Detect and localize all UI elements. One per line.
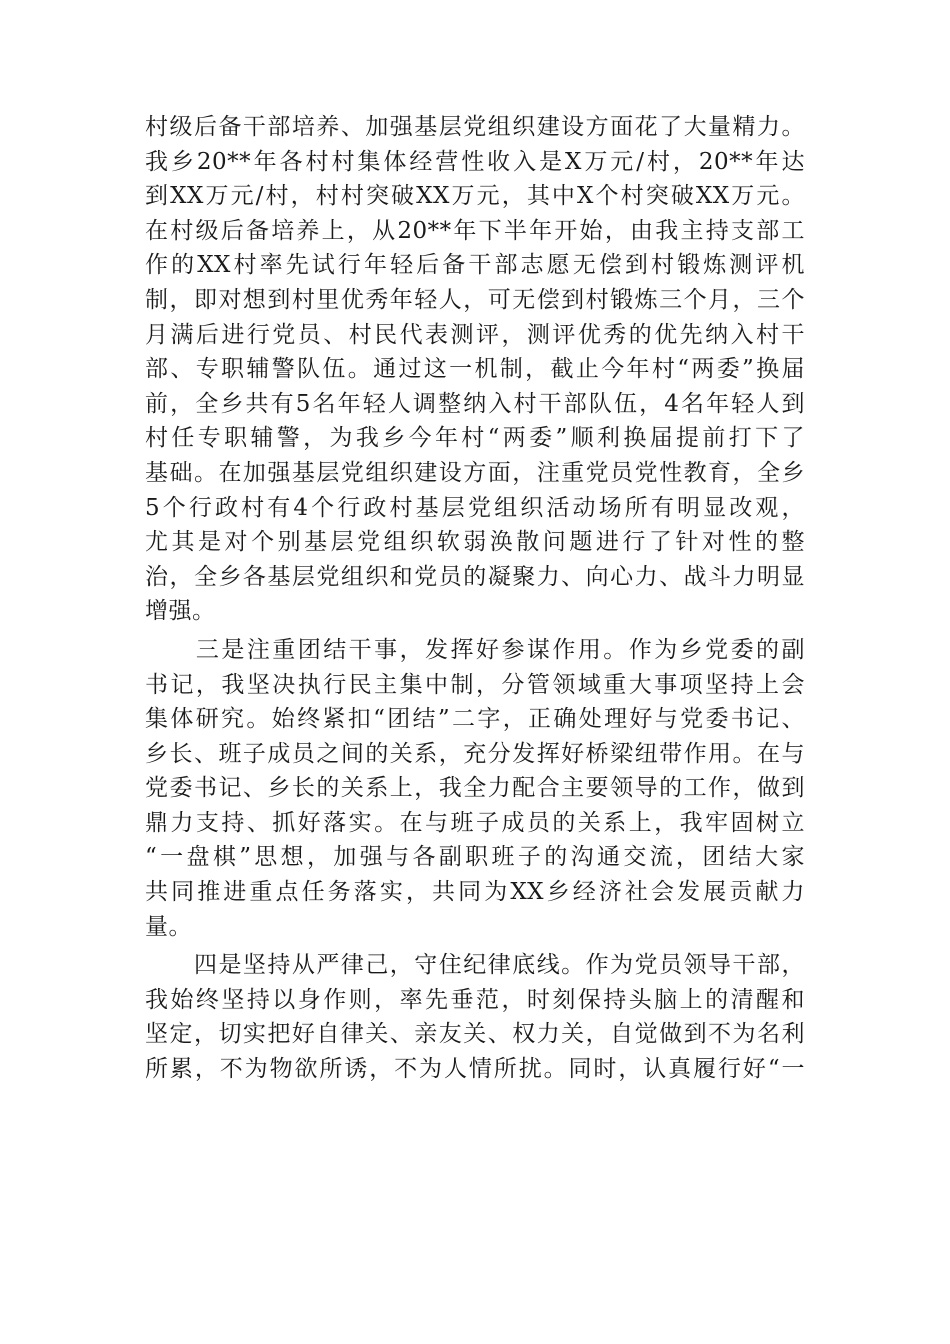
text-line: 书记，我坚决执行民主集中制，分管领域重大事项坚持上会 — [145, 671, 805, 698]
text-line: 在村级后备培养上，从20**年下半年开始，由我主持支部工 — [145, 217, 805, 244]
paragraph-1 — [145, 110, 805, 629]
paragraph-3 — [145, 948, 805, 1086]
text-line: 部、专职辅警队伍。通过这一机制，截止今年村“两委”换届 — [145, 356, 805, 383]
text-line: 鼎力支持、抓好落实。在与班子成员的关系上，我牢固树立 — [145, 809, 805, 836]
text-line: 5个行政村有4个行政村基层党组织活动场所有明显改观， — [145, 494, 805, 521]
text-line: 到XX万元/村，村村突破XX万元，其中X个村突破XX万元。 — [145, 183, 805, 210]
text-line: “一盘棋”思想，加强与各副职班子的沟通交流，团结大家 — [145, 844, 805, 871]
document-body — [145, 110, 805, 1087]
text-line: 乡长、班子成员之间的关系，充分发挥好桥梁纽带作用。在与 — [145, 740, 805, 767]
text-line: 基础。在加强基层党组织建设方面，注重党员党性教育，全乡 — [145, 459, 805, 486]
text-line: 前，全乡共有5名年轻人调整纳入村干部队伍，4名年轻人到 — [145, 390, 805, 417]
text-line: 村级后备干部培养、加强基层党组织建设方面花了大量精力。 — [145, 114, 805, 140]
text-line: 制，即对想到村里优秀年轻人，可无偿到村锻炼三个月，三个 — [145, 286, 805, 313]
text-line: 我始终坚持以身作则，率先垂范，时刻保持头脑上的清醒和 — [145, 986, 805, 1013]
text-line: 治，全乡各基层党组织和党员的凝聚力、向心力、战斗力明显 — [145, 563, 805, 590]
text-line: 所累，不为物欲所诱，不为人情所扰。同时，认真履行好“一 — [145, 1056, 805, 1083]
text-line: 三是注重团结干事，发挥好参谋作用。作为乡党委的副 — [145, 636, 805, 663]
text-line: 党委书记、乡长的关系上，我全力配合主要领导的工作，做到 — [145, 775, 805, 802]
text-line: 月满后进行党员、村民代表测评，测评优秀的优先纳入村干 — [145, 321, 805, 348]
text-line: 作的XX村率先试行年轻后备干部志愿无偿到村锻炼测评机 — [145, 252, 805, 279]
text-line: 增强。 — [145, 598, 216, 625]
text-line: 集体研究。始终紧扣“团结”二字，正确处理好与党委书记、 — [145, 706, 805, 733]
text-line: 四是坚持从严律己，守住纪律底线。作为党员领导干部， — [145, 952, 805, 979]
text-line: 坚定，切实把好自律关、亲友关、权力关，自觉做到不为名利 — [145, 1021, 805, 1048]
text-line: 共同推进重点任务落实，共同为XX乡经济社会发展贡献力 — [145, 879, 805, 906]
text-line: 村任专职辅警，为我乡今年村“两委”顺利换届提前打下了 — [145, 425, 805, 452]
text-line: 我乡20**年各村村集体经营性收入是X万元/村，20**年达 — [145, 148, 805, 175]
paragraph-2 — [145, 633, 805, 944]
text-line: 尤其是对个别基层党组织软弱涣散问题进行了针对性的整 — [145, 529, 805, 556]
text-line: 量。 — [145, 913, 192, 940]
